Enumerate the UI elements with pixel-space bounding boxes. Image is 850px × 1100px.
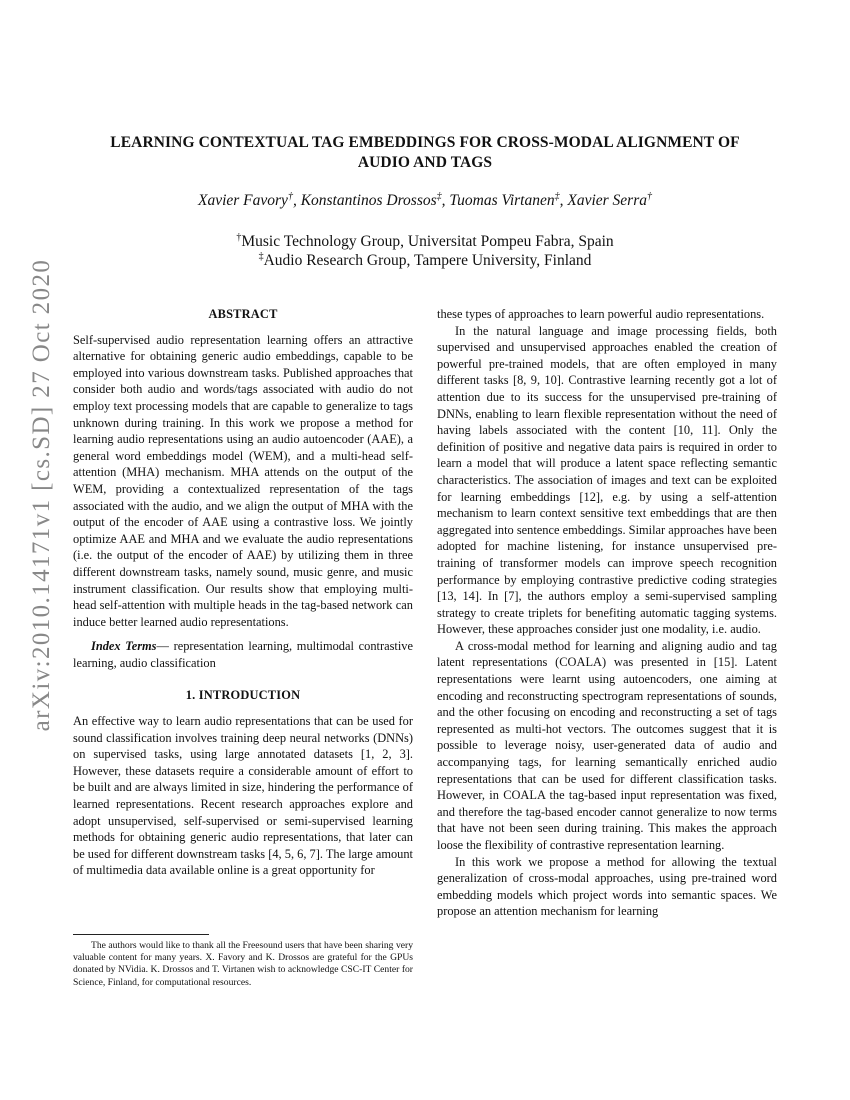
abstract-heading: ABSTRACT [208,307,278,321]
paragraph-continuation: these types of approaches to learn powerful audio representations. [437,307,765,321]
author-name: Tuomas Virtanen [449,192,555,209]
author-name: Xavier Favory [197,192,288,209]
author-mark: ‡ [436,191,442,202]
abstract-body: Self-supervised audio representation learning offers an attractive alternative for obtaining generic audio embeddings, capable to be employed into various downstream tasks. Published approaches that consider both audio and words/tags associated with audio do not employ text processing models that are capable to generalize to tags unknown during training. In this work we propose a method for learning audio representations using an audio autoencoder (AAE), a general word embeddings model (WEM), and a multi-head self-attention (MHA) mechanism. MHA attends on the output of the WEM, providing a contextualized representation of the tags associated with the audio, and we align the output of MHA with the output of the encoder of AAE using a contrastive loss. We jointly optimize AAE and MHA and we evaluate the audio representations (i.e. the output of the encoder of AAE) by utilizing them in three different downstream tasks, namely sound, music genre, and music instrument classification. Our results show that employing multi-head self-attention with multiple heads in the tag-based network can induce better learned audio representations. [73,332,413,629]
affiliations [70,232,780,270]
author-mark: † [647,191,652,202]
introduction-heading: 1. INTRODUCTION [185,688,301,703]
index-terms [73,638,413,671]
footnote-text: The authors would like to thank all the Freesound users that have been sharing very valuable content for many years. X. Favory and K. Drossos are grateful for the GPUs donated by NVidia. K. Drossos and T. Virtanen wish to acknowledge CSC-IT Center for Science, Finland, for computational resources. [73,940,413,988]
index-terms-label: Index Terms [91,639,157,654]
affiliation-line: †Music Technology Group, Universitat Pompeu Fabra, Spain [236,232,614,250]
author-name: Konstantinos Drossos [300,192,437,209]
title-line-2: AUDIO AND TAGS [357,154,493,171]
author-mark: ‡ [554,191,560,202]
arxiv-sidebar-stamp: arXiv:2010.14171v1 [cs.SD] 27 Oct 2020 [28,258,55,732]
author-list: Xavier Favory†, Konstantinos Drossos‡, Tuomas Virtanen‡, Xavier Serra† [197,191,652,209]
author-name: Xavier Serra [567,192,647,209]
footnote [73,934,413,989]
index-terms-text: — representation learning, multimodal contrastive learning, audio classification [73,639,413,670]
introduction-paragraph: An effective way to learn audio representations that can be used for sound classification involves training deep neural networks (DNNs) on supervised tasks, using large annotated datasets [1, 2, 3]. However, these datasets require a considerable amount of effort to be built and are always limited in size, hindering the performance of learned representations. Recent research approaches explore and adopt unsupervised, self-supervised or semi-supervised learning methods for obtaining generic audio representations, that later can be used for different downstream tasks [4, 5, 6, 7]. The large amount of multimedia data available online is a great opportunity for [73,714,413,878]
paragraph: In this work we propose a method for allowing the textual generalization of cross-modal approaches, using pre-trained word embedding models which project words into semantic spaces. We propose an attention mechanism for learning [437,854,777,919]
paper-title [70,133,780,173]
affiliation-line: ‡Audio Research Group, Tampere University, Finland [258,251,592,269]
left-column [73,306,413,879]
footnote-rule [73,934,209,935]
paragraph: In the natural language and image processing fields, both supervised and unsupervised approaches enabled the creation of powerful pre-trained models, that are often employed in many different tasks [8, 9, 10]. Contrastive learning recently got a lot of attention due to its success for the unsupervised pre-training of DNNs, enabling to learn flexible representation without the need of having labels associated with the content [10, 11]. Only the definition of positive and negative data pairs is required in order to learn a model that will produce a latent space reflecting semantic characteristics. The association of images and text can be exploited for learning embeddings [12], e.g. by using a self-attention mechanism to learn context sensitive text embeddings that are then aggregated into sentence embeddings. Similar approaches have been adopted for machine listening, for instance unsupervised pre-training of transformer models can improve speech recognition performance by employing contrastive predictive coding strategies [13, 14]. In [7], the authors employ a semi-supervised sampling strategy to create triplets for benefiting automatic tagging systems. However, these approaches consider just one modality, i.e. audio. [437,323,777,637]
right-column [437,306,777,920]
paragraph: A cross-modal method for learning and aligning audio and tag latent representations (COALA) was presented in [15]. Latent representations were learnt using autoencoders, one aiming at encoding and reconstructing spectrogram representations of sounds, and the other focusing on encoding and reconstructing a set of tags represented as multi-hot vectors. The outcomes suggest that it is possible to leverage noisy, user-generated data of audio and accompanying tags, for learning semantically enriched audio representations that can be used for different classification tasks. However, in COALA the tag-based input representation was fixed, and therefore the tag-based encoder cannot generalize to now terms that have not been seen during training. This makes the approach loose the flexibility of contrastive representation learning. [437,638,777,852]
title-line-1: LEARNING CONTEXTUAL TAG EMBEDDINGS FOR CROSS-MODAL ALIGNMENT OF [110,134,740,151]
author-mark: † [287,191,293,202]
